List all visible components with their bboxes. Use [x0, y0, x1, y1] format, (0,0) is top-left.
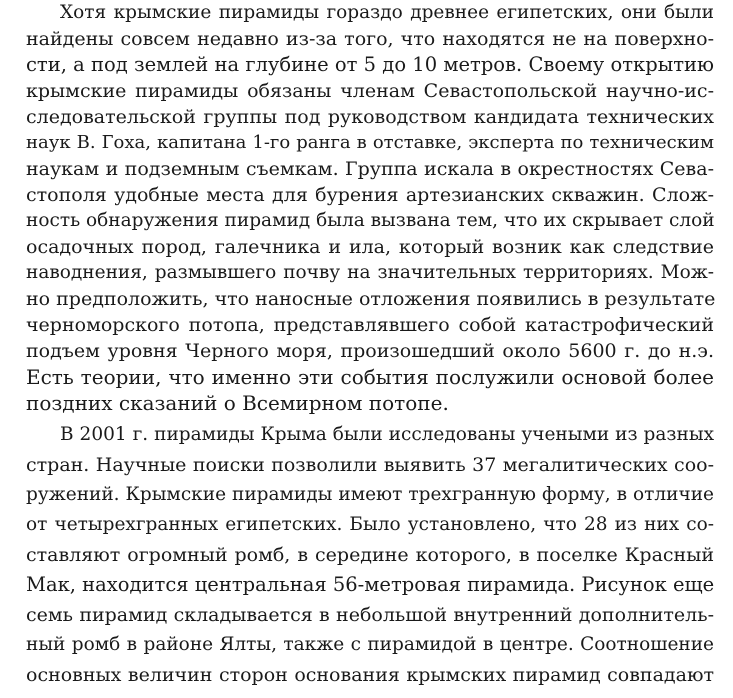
text-line: но предположить, что наносные отложения появились в результате [26, 288, 716, 310]
text-line: стополя удобные места для бурения артезианских скважин. Слож- [26, 184, 714, 206]
text-line: сти, а под землей на глубине от 5 до 10 метров. Своему открытию [26, 53, 714, 76]
text-line: от четырехгранных египетских. Было установлено, что 28 из них со- [26, 514, 714, 535]
text-line: В 2001 г. пирамиды Крыма были исследованы учеными из разных [60, 424, 714, 445]
text-line: черноморского потопа, представлявшего собой катастрофический [26, 314, 714, 336]
text-line: основных величин сторон основания крымских пирамид совпадают [26, 664, 714, 686]
text-line: ставляют огромный ромб, в середине которого, в поселке Красный [26, 544, 714, 566]
text-line: наук В. Гоха, капитана 1-го ранга в отставке, эксперта по техническим [26, 132, 714, 153]
text-line: Есть теории, что именно эти события послужили основой более [26, 365, 714, 389]
text-line: ный ромб в районе Ялты, также с пирамидой в центре. Соотношение [26, 634, 714, 655]
text-line: Хотя крымские пирамиды гораздо древнее египетских, они были [60, 2, 714, 23]
text-line: наукам и подземным съемкам. Группа искала в окрестностях Сева- [26, 158, 714, 180]
text-line: подъем уровня Черного моря, произошедший около 5600 г. до н.э. [26, 340, 714, 362]
text-line: осадочных пород, галечника и ила, который возник как следствие [26, 236, 714, 258]
text-line: Мак, находится центральная 56-метровая пирамида. Рисунок еще [26, 573, 715, 596]
text-line: наводнения, размывшего почву на значительных территориях. Мож- [26, 262, 714, 283]
text-line: поздних сказаний о Всемирном потопе. [26, 391, 449, 415]
text-line: найдены совсем недавно из-за того, что находятся не на поверхно- [26, 28, 714, 50]
text-line: ность обнаружения пирамид была вызвана тем, что их скрывает слой [26, 210, 715, 231]
text-line: стран. Научные поиски позволили выявить 37 мегалитических соо- [26, 454, 714, 476]
text-line: семь пирамид складывается в небольшой внутренний дополнитель- [26, 604, 714, 626]
text-line: следовательской группы под руководством кандидата технических [26, 106, 714, 128]
text-line: ружений. Крымские пирамиды имеют трехгранную форму, в отличие [26, 484, 714, 505]
text-line: крымские пирамиды обязаны членам Севастопольской научно-ис- [26, 80, 714, 102]
